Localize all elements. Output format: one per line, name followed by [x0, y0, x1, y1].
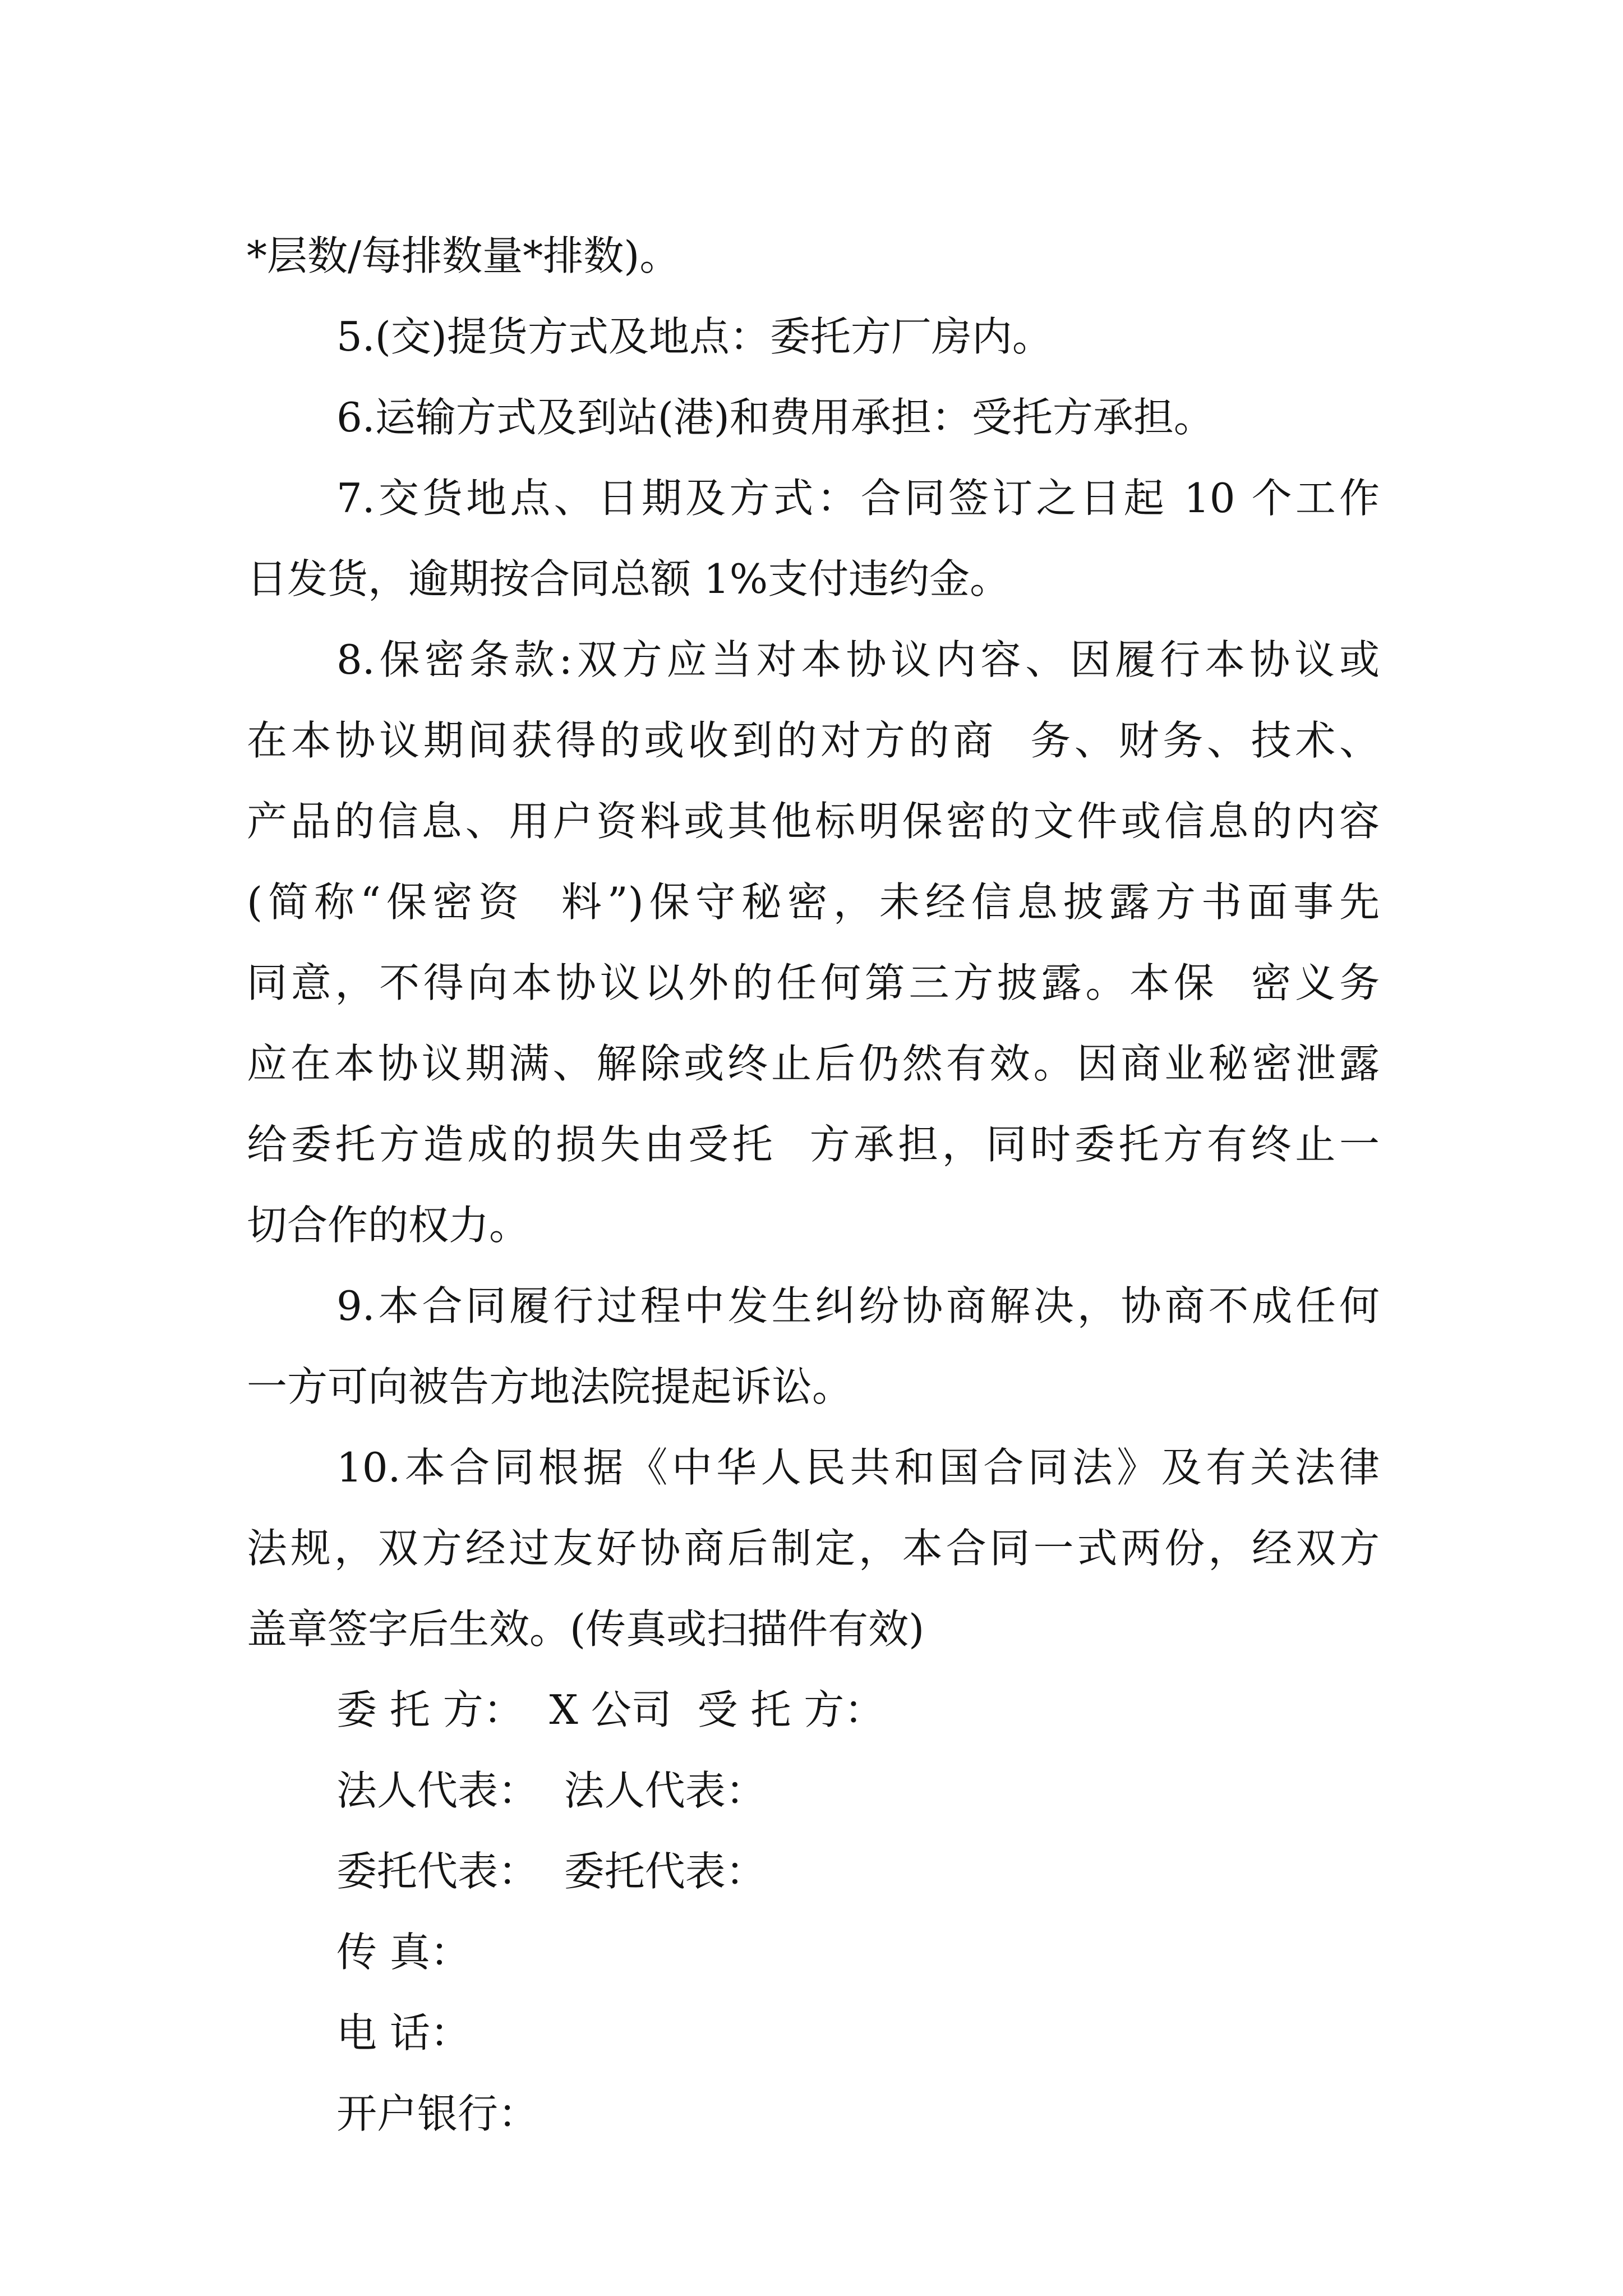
text-line: 一方可向被告方地法院提起诉讼。	[247, 1363, 853, 1410]
clause-8: 8.保密条款:双方应当对本协议内容、因履行本协议或	[336, 636, 1380, 683]
text-line: 法规，双方经过友好协商后制定，本合同一式两份，经双方	[247, 1525, 1380, 1572]
signature-phone-line: 电 话：	[336, 2009, 471, 2056]
text-line: 在本协议期间获得的或收到的对方的商 务、财务、技术、	[247, 717, 1380, 764]
text-line: 切合作的权力。	[247, 1202, 530, 1249]
clause-9: 9.本合同履行过程中发生纠纷协商解决，协商不成任何	[336, 1282, 1380, 1329]
signature-agent-line: 委托代表： 委托代表：	[336, 1848, 766, 1895]
clause-7: 7.交货地点、日期及方式：合同签订之日起 10 个工作	[336, 475, 1380, 522]
text-line: 盖章签字后生效。(传真或扫描件有效)	[247, 1605, 925, 1653]
signature-block	[247, 1669, 1380, 2154]
text-line: (简称“保密资 料”)保守秘密，未经信息披露方书面事先	[247, 878, 1380, 926]
text-line: *层数/每排数量*排数)。	[247, 232, 680, 279]
text-line: 应在本协议期满、解除或终止后仍然有效。因商业秘密泄露	[247, 1040, 1380, 1087]
clause-10: 10.本合同根据《中华人民共和国合同法》及有关法律	[336, 1444, 1380, 1491]
signature-legal-rep-line: 法人代表： 法人代表：	[336, 1767, 766, 1814]
text-line: 产品的信息、用户资料或其他标明保密的文件或信息的内容	[247, 798, 1380, 845]
text-line: 日发货，逾期按合同总额 1%支付违约金。	[247, 555, 1011, 602]
signature-fax-line: 传 真：	[336, 1929, 471, 1976]
text-line: 同意，不得向本协议以外的任何第三方披露。本保 密义务	[247, 959, 1380, 1006]
text-line: 给委托方造成的损失由受托 方承担，同时委托方有终止一	[247, 1121, 1380, 1168]
signature-bank-line: 开户银行：	[336, 2090, 539, 2137]
signature-party-line: 委 托 方： X 公司 受 托 方：	[336, 1686, 885, 1733]
contract-body	[247, 215, 1380, 2154]
clause-5: 5.(交)提货方式及地点：委托方厂房内。	[336, 313, 1053, 360]
clause-6: 6.运输方式及到站(港)和费用承担：受托方承担。	[336, 394, 1214, 441]
